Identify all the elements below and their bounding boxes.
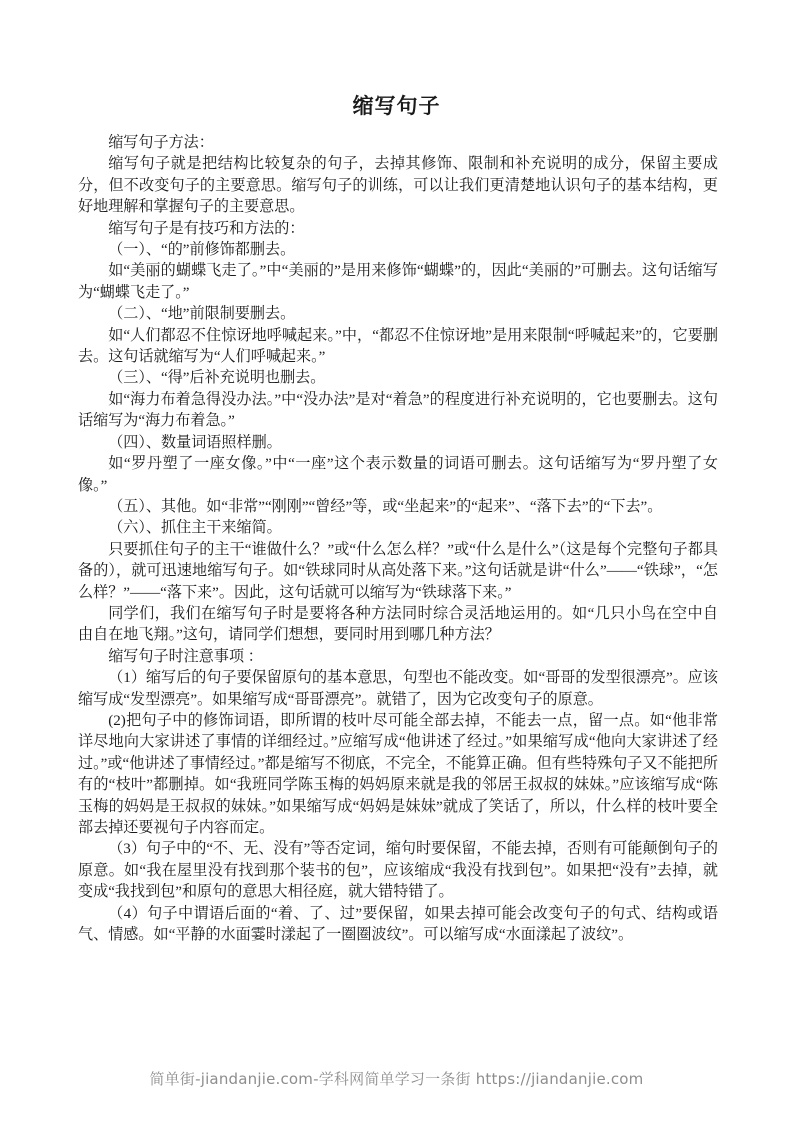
paragraph: 缩写句子时注意事项 ： [108,648,263,665]
paragraph: (2)把句子中的修饰词语，即所谓的枝叶尽可能全部去掉，不能去一点，留一点。如“他非常详尽地向大家讲述了事情的详细经过。”应缩写成“他讲述了经过。”如果缩写成“他向大家讲述了经过。”或“他讲述了事情经过。”都是缩写不彻底，不完全，不能算正确。但有些特殊句子又不能把所有的“枝叶”都删掉。如“我班同学陈玉梅的妈妈原来就是我的邻居王叔叔的妹妹。”应该缩写成“陈玉梅的妈妈是王叔叔的妹妹。”如果缩写成“妈妈是妹妹”就成了笑话了，所以，什么样的枝叶要全部去掉还要视句子内容而定。 [78,712,718,836]
footer-watermark: 简单街-jiandanjie.com-学科网简单学习一条街 https://jiandanjie.com [149,1070,644,1088]
paragraph: 缩写句子是有技巧和方法的： [108,220,305,237]
paragraph: （1）缩写后的句子要保留原句的基本意思，句型也不能改变。如“哥哥的发型很漂亮”。应该缩写成“发型漂亮”。如果缩写成“哥哥漂亮”。就错了，因为它改变句子的原意。 [78,670,718,708]
paragraph: （六）、抓住主干来缩简。 [108,520,282,537]
paragraph: 如“罗丹塑了一座女像。”中“一座”这个表示数量的词语可删去。这句话缩写为“罗丹塑了女像。” [78,456,718,494]
paragraph: （一）、“的”前修饰都删去。 [108,242,296,259]
paragraph: 如“人们都忍不住惊讶地呼喊起来。”中，“都忍不住惊讶地”是用来限制“呼喊起来”的，它要删去。这句话就缩写为“人们呼喊起来。” [78,327,718,366]
document-body [78,133,718,946]
paragraph: （五）、其他。如“非常”“刚刚”“曾经”等，或“坐起来”的“起来”、“落下去”的“下去”。 [108,498,663,515]
paragraph: 如“海力布着急得没办法。”中“没办法”是对“着急”的程度进行补充说明的，它也要删去。这句话缩写为“海力布着急。” [78,391,718,430]
paragraph: 如“美丽的蝴蝶飞走了。”中“美丽的”是用来修饰“蝴蝶”的，因此“美丽的”可删去。这句话缩写为“蝴蝶飞走了。” [78,263,718,301]
paragraph: （3）句子中的“不、无、没有”等否定词，缩句时要保留，不能去掉，否则有可能颠倒句子的原意。如“我在屋里没有找到那个装书的包”，应该缩成“我没有找到包”。如果把“没有”去掉，就变成“我找到包”和原句的意思大相径庭，就大错特错了。 [78,841,718,901]
paragraph: （二）、“地”前限制要删去。 [108,306,296,323]
paragraph: 缩写句子就是把结构比较复杂的句子，去掉其修饰、限制和补充说明的成分，保留主要成分，但不改变句子的主要意思。缩写句子的训练，可以让我们更清楚地认识句子的基本结构，更好地理解和掌握句子的主要意思。 [78,156,718,216]
paragraph: 只要抓住句子的主干“谁做什么？”或“什么怎么样？”或“什么是什么”（这是每个完整句子都具备的），就可迅速地缩写句子。如“铁球同时从高处落下来。”这句话就是讲“什么”——“铁球”，“怎么样？”——“落下来”。因此，这句话就可以缩写为“铁球落下来。” [78,541,718,601]
paragraph: 同学们，我们在缩写句子时是要将各种方法同时综合灵活地运用的。如“几只小鸟在空中自由自在地飞翔。”这句，请同学们想想，要同时用到哪几种方法？ [78,605,718,644]
paragraph: （三）、“得”后补充说明也删去。 [108,370,326,387]
paragraph: （4）句子中谓语后面的“着、了、过”要保留，如果去掉可能会改变句子的句式、结构或语气、情感。如“平静的水面霎时漾起了一圈圈波纹”。可以缩写成“水面漾起了波纹”。 [78,905,718,944]
page-title: 缩写句子 [352,94,441,119]
paragraph: 缩写句子方法： [108,135,214,151]
paragraph: （四）、数量词语照样删。 [108,434,282,451]
